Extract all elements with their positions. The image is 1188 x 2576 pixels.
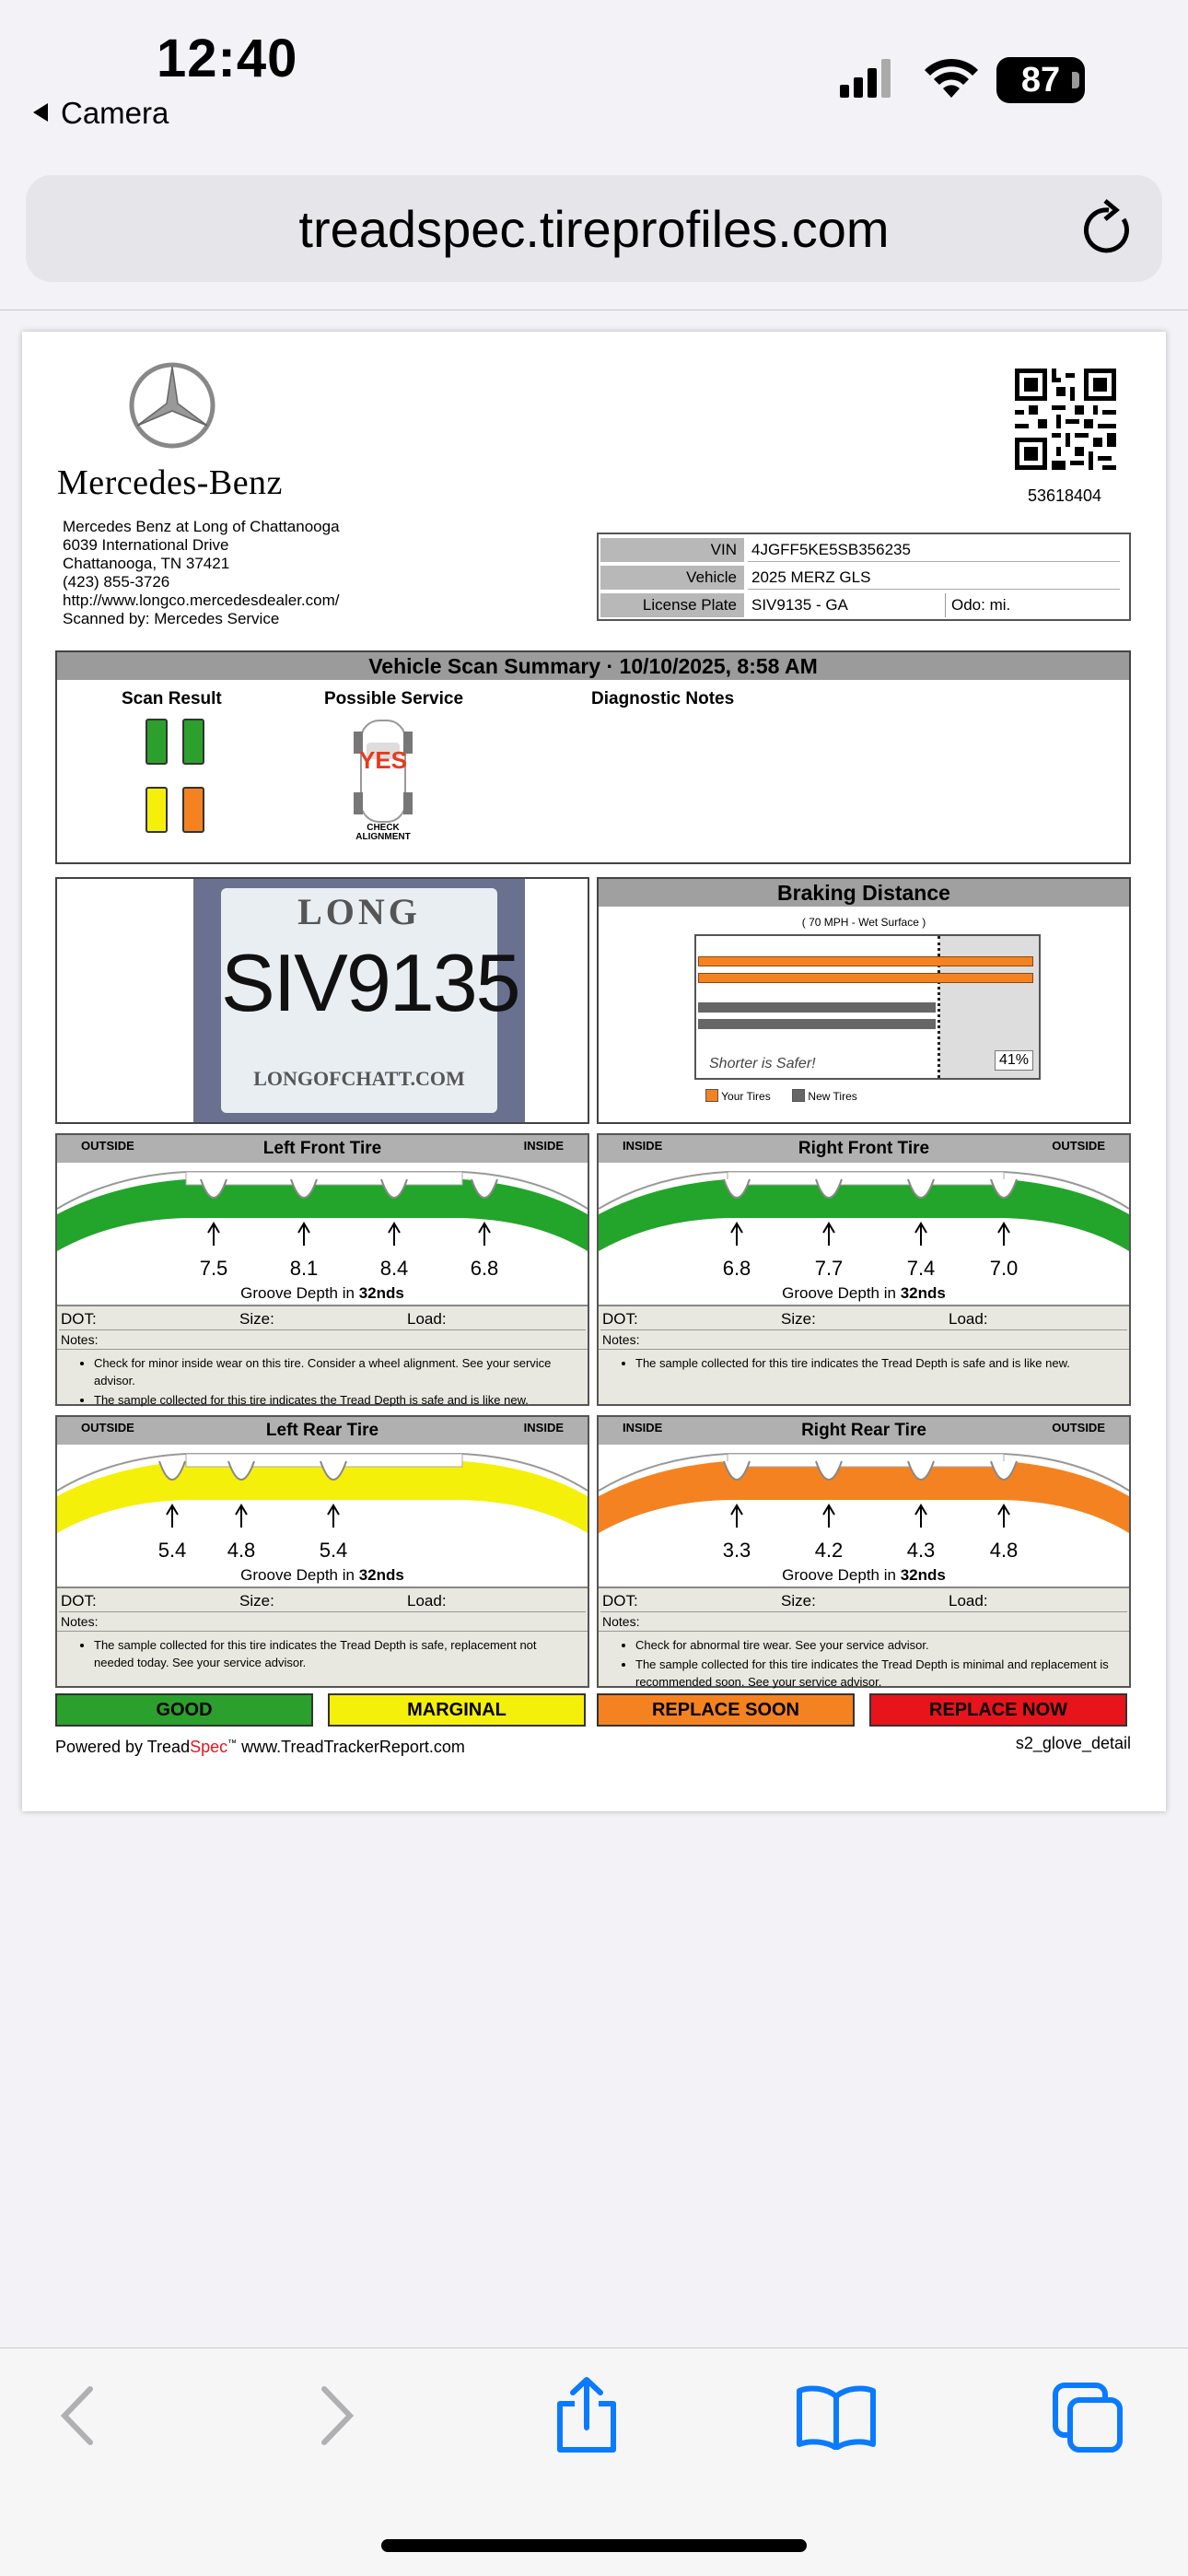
back-to-camera-link[interactable] <box>33 96 169 131</box>
groove-unit: 32nds <box>900 1566 946 1584</box>
new-tires-label: New Tires <box>808 1090 857 1103</box>
alignment-text: ALIGNMENT <box>355 832 411 842</box>
legend-replace-soon: REPLACE SOON <box>597 1693 855 1727</box>
plate-frame-top-text: LONG <box>297 891 421 932</box>
size-label: Size: <box>239 1310 274 1328</box>
groove-depth-value: 6.8 <box>722 1257 751 1280</box>
dealer-line: Chattanooga, TN 37421 <box>63 555 230 572</box>
braking-chart <box>694 934 1041 1080</box>
braking-note: Shorter is Safer! <box>709 1056 816 1071</box>
tire-note: • Check for minor inside wear on this tire. Consider a wheel alignment. See your service advisor. <box>94 1354 578 1389</box>
tread-profile <box>57 1445 588 1588</box>
groove-depth-value: 8.4 <box>379 1257 409 1280</box>
tire-side-right: OUTSIDE <box>1052 1421 1105 1434</box>
notes-label: Notes: <box>61 1614 99 1629</box>
right-front-tire-panel <box>597 1133 1131 1406</box>
dot-size-load-row <box>600 1590 1127 1612</box>
tire-note: • The sample collected for this tire indicates the Tread Depth is safe and is like new. <box>635 1354 1120 1372</box>
dot-label: DOT: <box>61 1592 97 1610</box>
bookmarks-icon[interactable] <box>796 2385 877 2450</box>
groove-depth-value: 3.3 <box>722 1539 751 1562</box>
dot-label: DOT: <box>602 1310 638 1328</box>
right-rear-tire-panel <box>597 1415 1131 1688</box>
tabs-icon[interactable] <box>1052 2382 1125 2455</box>
service-yes: YES <box>359 746 408 774</box>
groove-depth-value: 4.2 <box>814 1539 844 1562</box>
dealer-line: Scanned by: Mercedes Service <box>63 610 280 627</box>
battery-nub <box>1072 72 1079 88</box>
size-label: Size: <box>781 1592 816 1610</box>
vehicle-row <box>600 564 1127 590</box>
tire-notes <box>635 1354 1120 1374</box>
groove-label-text: Groove Depth in <box>240 1566 355 1584</box>
possible-service-label: Possible Service <box>324 689 464 708</box>
notes-label: Notes: <box>61 1332 99 1347</box>
notes-label: Notes: <box>602 1332 640 1347</box>
tire-side-left: OUTSIDE <box>81 1421 134 1434</box>
groove-depth-value: 5.4 <box>319 1539 348 1562</box>
new-tires-swatch <box>792 1089 805 1102</box>
groove-depth-value: 5.4 <box>157 1539 187 1562</box>
forward-icon[interactable] <box>317 2383 357 2448</box>
groove-depth-value: 4.3 <box>906 1539 936 1562</box>
tread-profile <box>599 1445 1129 1588</box>
groove-unit: 32nds <box>358 1566 404 1584</box>
tire-title: Right Rear Tire <box>599 1417 1129 1445</box>
powered-url[interactable]: www.TreadTrackerReport.com <box>237 1738 465 1756</box>
plate-row <box>600 591 1127 617</box>
groove-depth-label <box>599 1566 1129 1585</box>
tire-side-right: INSIDE <box>523 1139 564 1153</box>
dot-label: DOT: <box>602 1592 638 1610</box>
notes-label: Notes: <box>602 1614 640 1629</box>
vehicle-value: 2025 MERZ GLS <box>751 568 871 586</box>
odo-value: Odo: mi. <box>945 593 1010 617</box>
dot-size-load-row <box>59 1590 586 1612</box>
powered-spec: Spec <box>190 1738 228 1756</box>
tire-status-chip <box>146 787 168 833</box>
tire-status-chip <box>182 787 204 833</box>
tire-title: Left Front Tire <box>57 1135 588 1163</box>
legend-marginal: MARGINAL <box>328 1693 586 1727</box>
reload-icon[interactable] <box>1081 199 1136 258</box>
tire-title: Left Rear Tire <box>57 1417 588 1445</box>
groove-depth-value: 4.8 <box>989 1539 1019 1562</box>
load-label: Load: <box>407 1592 447 1610</box>
home-indicator <box>381 2539 807 2552</box>
tire-note: • The sample collected for this tire indicates the Tread Depth is safe, replacement not needed today. See your service advisor. <box>94 1636 578 1671</box>
tire-side-right: INSIDE <box>523 1421 564 1434</box>
load-label: Load: <box>407 1310 447 1328</box>
groove-depth-label <box>57 1566 588 1585</box>
vehicle-info-table <box>597 533 1131 621</box>
dealer-line: Mercedes Benz at Long of Chattanooga <box>63 518 340 535</box>
tire-side-left: INSIDE <box>623 1421 663 1434</box>
your-tires-label: Your Tires <box>721 1090 771 1103</box>
vin-row <box>600 536 1127 562</box>
groove-depth-value: 7.5 <box>199 1257 228 1280</box>
groove-depth-label <box>599 1284 1129 1303</box>
tire-notes <box>94 1354 578 1411</box>
groove-label-text: Groove Depth in <box>240 1284 355 1302</box>
size-label: Size: <box>239 1592 274 1610</box>
left-front-tire-panel <box>55 1133 589 1406</box>
your-tires-bar <box>698 973 1033 983</box>
size-label: Size: <box>781 1310 816 1328</box>
groove-depth-value: 8.1 <box>289 1257 319 1280</box>
tire-notes <box>635 1636 1120 1692</box>
cellular-signal-icon <box>840 59 891 98</box>
your-tires-bar <box>698 956 1033 966</box>
tread-profile <box>599 1163 1129 1306</box>
license-plate-photo-frame <box>55 877 589 1124</box>
vin-label: VIN <box>600 538 744 562</box>
qr-code <box>1015 369 1116 470</box>
wifi-icon <box>923 57 980 100</box>
your-tires-swatch <box>705 1089 718 1102</box>
legend-good: GOOD <box>55 1693 313 1727</box>
back-icon[interactable] <box>57 2383 98 2448</box>
clock: 12:40 <box>157 29 298 88</box>
back-label: Camera <box>61 96 169 130</box>
tire-notes <box>94 1636 578 1673</box>
plate-frame-bottom-text: LONGOFCHATT.COM <box>253 1067 465 1090</box>
left-rear-tire-panel <box>55 1415 589 1688</box>
tire-note: • Check for abnormal tire wear. See your service advisor. <box>635 1636 1120 1654</box>
tire-title: Right Front Tire <box>599 1135 1129 1163</box>
powered-tm: ™ <box>227 1739 238 1749</box>
tire-note: • The sample collected for this tire indicates the Tread Depth is safe and is like new. <box>94 1391 578 1409</box>
address-bar[interactable] <box>26 175 1162 282</box>
groove-depth-value: 7.0 <box>989 1257 1019 1280</box>
plate-value: SIV9135 - GA <box>751 596 848 614</box>
tire-status-chip <box>182 719 204 765</box>
tire-note: • The sample collected for this tire indicates the Tread Depth is minimal and replacement is recommended soon. See your service advisor. <box>635 1656 1120 1691</box>
load-label: Load: <box>949 1592 988 1610</box>
groove-depth-label <box>57 1284 588 1303</box>
braking-percent: 41% <box>995 1050 1033 1071</box>
braking-title: Braking Distance <box>599 879 1129 907</box>
scan-summary-section <box>55 650 1131 864</box>
groove-label-text: Groove Depth in <box>782 1566 896 1584</box>
braking-legend <box>705 1089 857 1103</box>
dot-size-load-row <box>600 1308 1127 1330</box>
groove-unit: 32nds <box>900 1284 946 1302</box>
brand-name: Mercedes-Benz <box>57 463 283 502</box>
dealer-info <box>63 518 340 628</box>
vin-value: 4JGFF5KE5SB356235 <box>751 541 911 558</box>
vehicle-label: Vehicle <box>600 566 744 590</box>
groove-depth-value: 6.8 <box>470 1257 499 1280</box>
diagnostic-notes-label: Diagnostic Notes <box>591 689 735 708</box>
back-arrow-icon <box>33 103 48 122</box>
groove-unit: 32nds <box>358 1284 404 1302</box>
status-bar <box>0 0 1188 157</box>
groove-depth-value: 7.4 <box>906 1257 936 1280</box>
scan-result-label: Scan Result <box>122 689 222 708</box>
plate-label: License Plate <box>600 593 744 617</box>
url-text[interactable]: treadspec.tireprofiles.com <box>298 200 890 258</box>
mercedes-star-logo <box>128 361 216 450</box>
dot-size-load-row <box>59 1308 586 1330</box>
tread-profile <box>57 1163 588 1306</box>
braking-subtitle: ( 70 MPH - Wet Surface ) <box>801 916 926 929</box>
service-check-alignment <box>344 824 422 842</box>
summary-title: Vehicle Scan Summary · 10/10/2025, 8:58 AM <box>57 652 1129 680</box>
dealer-line: http://www.longco.mercedesdealer.com/ <box>63 591 340 609</box>
legend-replace-now: REPLACE NOW <box>869 1693 1127 1727</box>
new-tires-bar <box>698 1002 936 1013</box>
tire-side-right: OUTSIDE <box>1052 1139 1105 1153</box>
groove-depth-value: 7.7 <box>814 1257 844 1280</box>
dealer-line: (423) 855-3726 <box>63 573 170 591</box>
groove-label-text: Groove Depth in <box>782 1284 896 1302</box>
battery-icon: 87 <box>996 57 1085 103</box>
qr-number: 53618404 <box>1027 486 1102 505</box>
powered-prefix: Powered by Tread <box>55 1738 191 1756</box>
report-code: s2_glove_detail <box>1015 1734 1131 1752</box>
dot-label: DOT: <box>61 1310 97 1328</box>
powered-by <box>55 1738 465 1757</box>
dealer-line: 6039 International Drive <box>63 536 229 554</box>
load-label: Load: <box>949 1310 988 1328</box>
new-tires-bar <box>698 1019 936 1029</box>
share-icon[interactable] <box>553 2376 621 2453</box>
tire-side-left: INSIDE <box>623 1139 663 1153</box>
groove-depth-value: 4.8 <box>227 1539 256 1562</box>
check-text: CHECK <box>367 823 400 833</box>
braking-distance-section <box>597 877 1131 1124</box>
tire-status-chip <box>146 719 168 765</box>
plate-number-text: SIV9135 <box>221 937 519 1028</box>
tire-side-left: OUTSIDE <box>81 1139 134 1153</box>
license-plate-photo <box>193 879 525 1122</box>
report-page <box>22 332 1166 1811</box>
